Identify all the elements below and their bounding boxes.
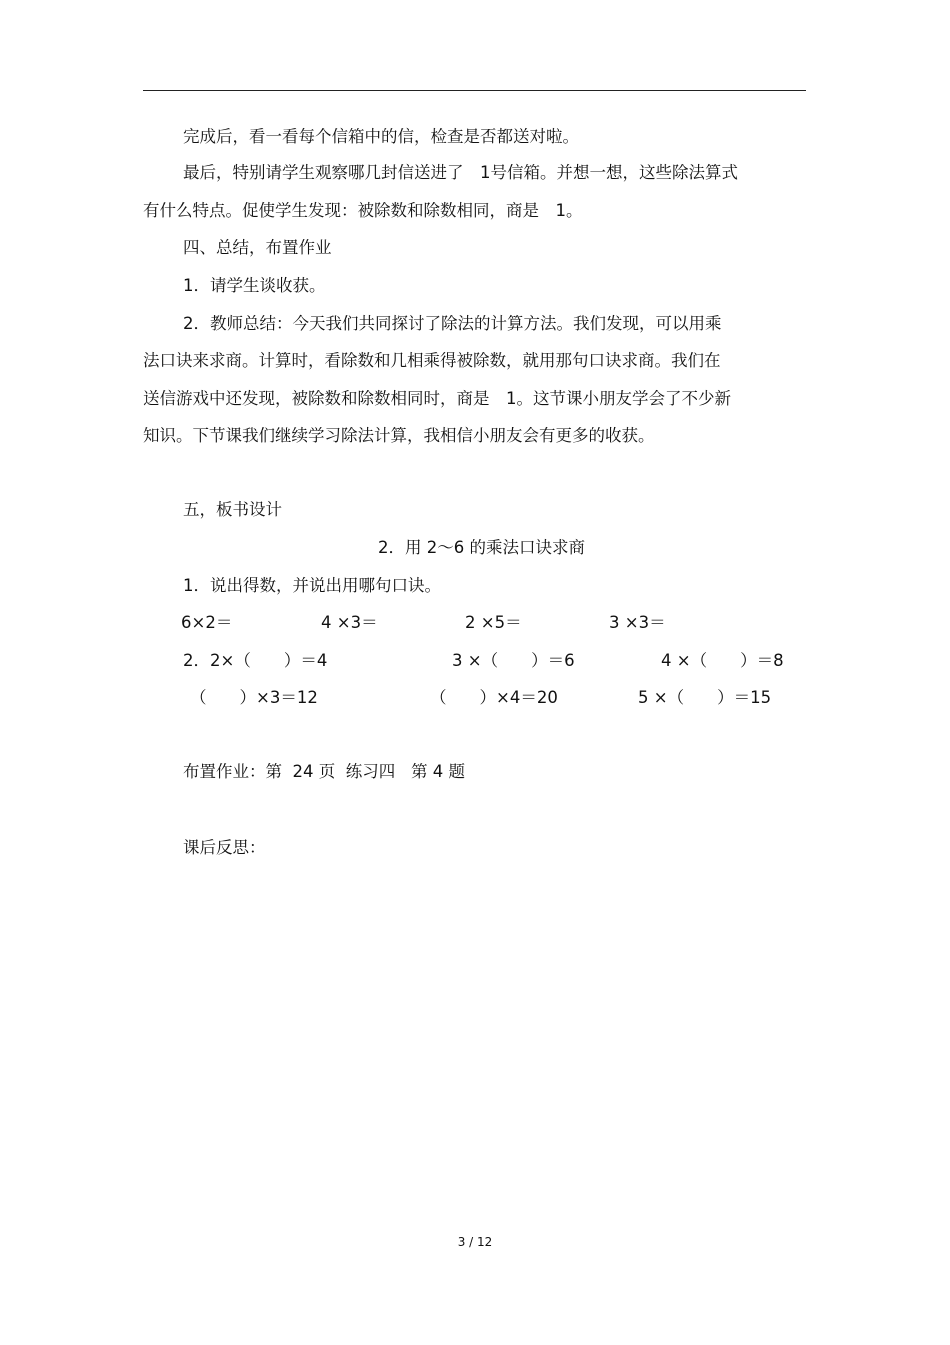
item-teacher-summary-line1: 2．教师总结：今天我们共同探讨了除法的计算方法。我们发现，可以用乘 — [183, 314, 722, 333]
item-teacher-summary-line3: 送信游戏中还发现，被除数和除数相同时，商是 1。这节课小朋友学会了不少新 — [143, 389, 731, 408]
board-exercise: （ ）×4＝20 — [430, 688, 558, 707]
item-teacher-summary-line2: 法口诀来求商。计算时，看除数和几相乘得被除数，就用那句口诀求商。我们在 — [143, 351, 721, 370]
after-class-reflection: 课后反思： — [183, 838, 266, 857]
board-question-1: 1．说出得数，并说出用哪句口诀。 — [183, 576, 441, 595]
board-exercise: 3 ×（ ）＝6 — [452, 651, 575, 670]
board-exercise: 3 ×3＝ — [609, 613, 666, 632]
board-title: 2．用 2～6 的乘法口诀求商 — [378, 538, 585, 557]
header-rule — [143, 90, 806, 91]
board-exercise: 4 ×3＝ — [321, 613, 378, 632]
board-exercise: （ ）×3＝12 — [190, 688, 318, 707]
section-heading-board: 五，板书设计 — [183, 500, 282, 519]
board-exercise: 4 ×（ ）＝8 — [661, 651, 784, 670]
section-heading-summary: 四、总结，布置作业 — [183, 238, 332, 257]
page-number: 3 / 12 — [457, 1235, 493, 1249]
board-exercise: 2 ×5＝ — [465, 613, 522, 632]
item-teacher-summary-line4: 知识。下节课我们继续学习除法计算，我相信小朋友会有更多的收获。 — [143, 426, 655, 445]
board-exercise: 2．2×（ ）＝4 — [183, 651, 328, 670]
paragraph-observe-line1: 最后，特别请学生观察哪几封信送进了 1号信箱。并想一想，这些除法算式 — [183, 163, 738, 182]
board-exercise: 6×2＝ — [181, 613, 233, 632]
paragraph-observe-line2: 有什么特点。促使学生发现：被除数和除数相同，商是 1。 — [143, 201, 583, 220]
homework-assignment: 布置作业：第 24 页 练习四 第 4 题 — [183, 762, 465, 781]
item-harvest: 1．请学生谈收获。 — [183, 276, 326, 295]
paragraph-check-letters: 完成后，看一看每个信箱中的信，检查是否都送对啦。 — [183, 127, 579, 146]
board-exercise: 5 ×（ ）＝15 — [638, 688, 772, 707]
